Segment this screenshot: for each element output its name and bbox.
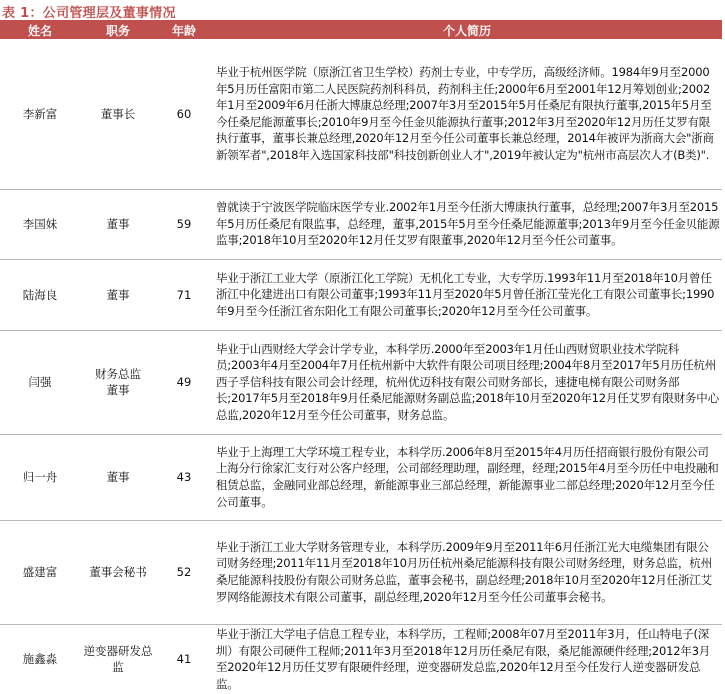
person-position: 董事 (80, 189, 156, 259)
table-row (0, 189, 722, 259)
person-position: 董事长 (80, 39, 156, 189)
person-position: 董事 (80, 259, 156, 330)
person-position: 逆变器研发总 监 (83, 644, 153, 675)
person-age: 41 (176, 652, 192, 667)
person-name: 盛建富 (0, 520, 80, 624)
person-resume: 毕业于山西财经大学会计学专业，本科学历.2000年至2003年1月任山西财贸职业技术学院科员;2003年4月至2004年7月任杭州新中大软件有限公司项目经理;2004年8月至2017年5月历任杭州西子孚信科技有限公司会计经理，杭州优迈科技有限公司财务部长，速捷电梯有限公司财务部长;2017年5月至2018年9月任桑尼能源财务副总监;2018年10月至2020年12月任艾罗有限财务中心总监,2020年12月至今任公司董事，财务总监。 (212, 330, 722, 434)
header-position: 职务 (80, 22, 156, 39)
person-name: 李新富 (0, 39, 80, 189)
person-resume: 毕业于上海理工大学环境工程专业，本科学历.2006年8月至2015年4月历任招商银行股份有限公司上海分行徐家汇支行对公客户经理，公司部经理助理，副经理，经理;2015年4月至今历任中电投融和租赁总监，金融同业部总经理，新能源事业三部总经理，新能源事业二部总经理;2020年12月至今任公司董事。 (212, 434, 722, 520)
person-age: 59 (156, 189, 212, 259)
person-name: 闫强 (0, 330, 80, 434)
person-position: 财务总监 董事 (80, 330, 156, 434)
person-age: 43 (156, 434, 212, 520)
person-resume: 毕业于浙江大学电子信息工程专业，本科学历，工程师;2008年07月至2011年3月，任山特电子(深圳）有限公司硬件工程师;2011年3月至2018年12月历任桑尼有限，桑尼能源硬件经理;2012年3月至2020年12月历任艾罗有限硬件经理，逆变器研发总监,2020年12月至今任发行人逆变器研发总监。 (216, 627, 711, 691)
table-row (0, 39, 722, 189)
person-age: 60 (156, 39, 212, 189)
table-caption: 表 1：公司管理层及董事情况 (2, 6, 176, 21)
person-age: 71 (156, 259, 212, 330)
table-row (0, 330, 722, 434)
person-resume: 毕业于浙江工业大学财务管理专业，本科学历.2009年9月至2011年6月任浙江光大电缆集团有限公司财务经理;2011年11月至2018年10月历任杭州桑尼能源科技有限公司财务经理，财务总监，杭州桑尼能源科技股份有限公司财务总监，董事会秘书，副总经理;2018年10月至2020年12月任浙江艾罗网络能源技术有限公司董事，副总经理,2020年12月至今任公司董事会秘书。 (212, 520, 722, 624)
header-name: 姓名 (0, 22, 80, 39)
person-age: 52 (156, 520, 212, 624)
person-name: 施鑫淼 (22, 652, 58, 667)
person-name: 李国妹 (0, 189, 80, 259)
person-position: 董事 (80, 434, 156, 520)
person-name: 归一舟 (0, 434, 80, 520)
person-resume: 曾就读于宁波医学院临床医学专业.2002年1月至今任浙大博康执行董事，总经理;2007年3月至2015年5月历任桑尼有限监事，总经理，董事,2015年5月至今任桑尼能源董事;2013年9月至今任金贝能源监事;2018年10月至2020年12月任艾罗有限董事,2020年12月至今任公司董事。 (212, 189, 722, 259)
person-resume: 毕业于杭州医学院（原浙江省卫生学校）药剂士专业，中专学历，高级经济师。1984年9月至2000年5月历任富阳市第二人民医院药剂科科员，药剂科主任;2000年6月至2001年12月筹划创业;2002年1月至2009年6月任浙大博康总经理;2007年3月至2015年5月任桑尼有限执行董事,2015年5月至今任桑尼能源董事长;2010年9月至今任金贝能源执行董事;2012年3月至2020年12月历任艾罗有限执行董事，董事长兼总经理,2020年12月至今任公司董事长兼总经理，2014年被评为浙商大会"浙商新领军者",2018年入选国家科技部"科技创新创业人才",2019年被认定为"杭州市高层次人才(B类)". (212, 39, 722, 189)
table-row (0, 520, 722, 624)
person-age: 49 (156, 330, 212, 434)
header-resume: 个人简历 (212, 22, 722, 39)
person-resume: 毕业于浙江工业大学（原浙江化工学院）无机化工专业，大专学历.1993年11月至2018年10月曾任浙江中化建进出口有限公司董事;1993年11月至2020年5月曾任浙江莹光化工有限公司董事长;1990年9月至今任浙江省东阳化工有限公司董事长;2020年12月至今任公司董事。 (212, 259, 722, 330)
table-row (0, 624, 722, 694)
person-position: 董事会秘书 (80, 520, 156, 624)
table-header-row (0, 22, 722, 39)
person-name: 陆海良 (0, 259, 80, 330)
table-row (0, 259, 722, 330)
header-age: 年龄 (156, 22, 212, 39)
table-row (0, 434, 722, 520)
management-table (0, 22, 722, 694)
